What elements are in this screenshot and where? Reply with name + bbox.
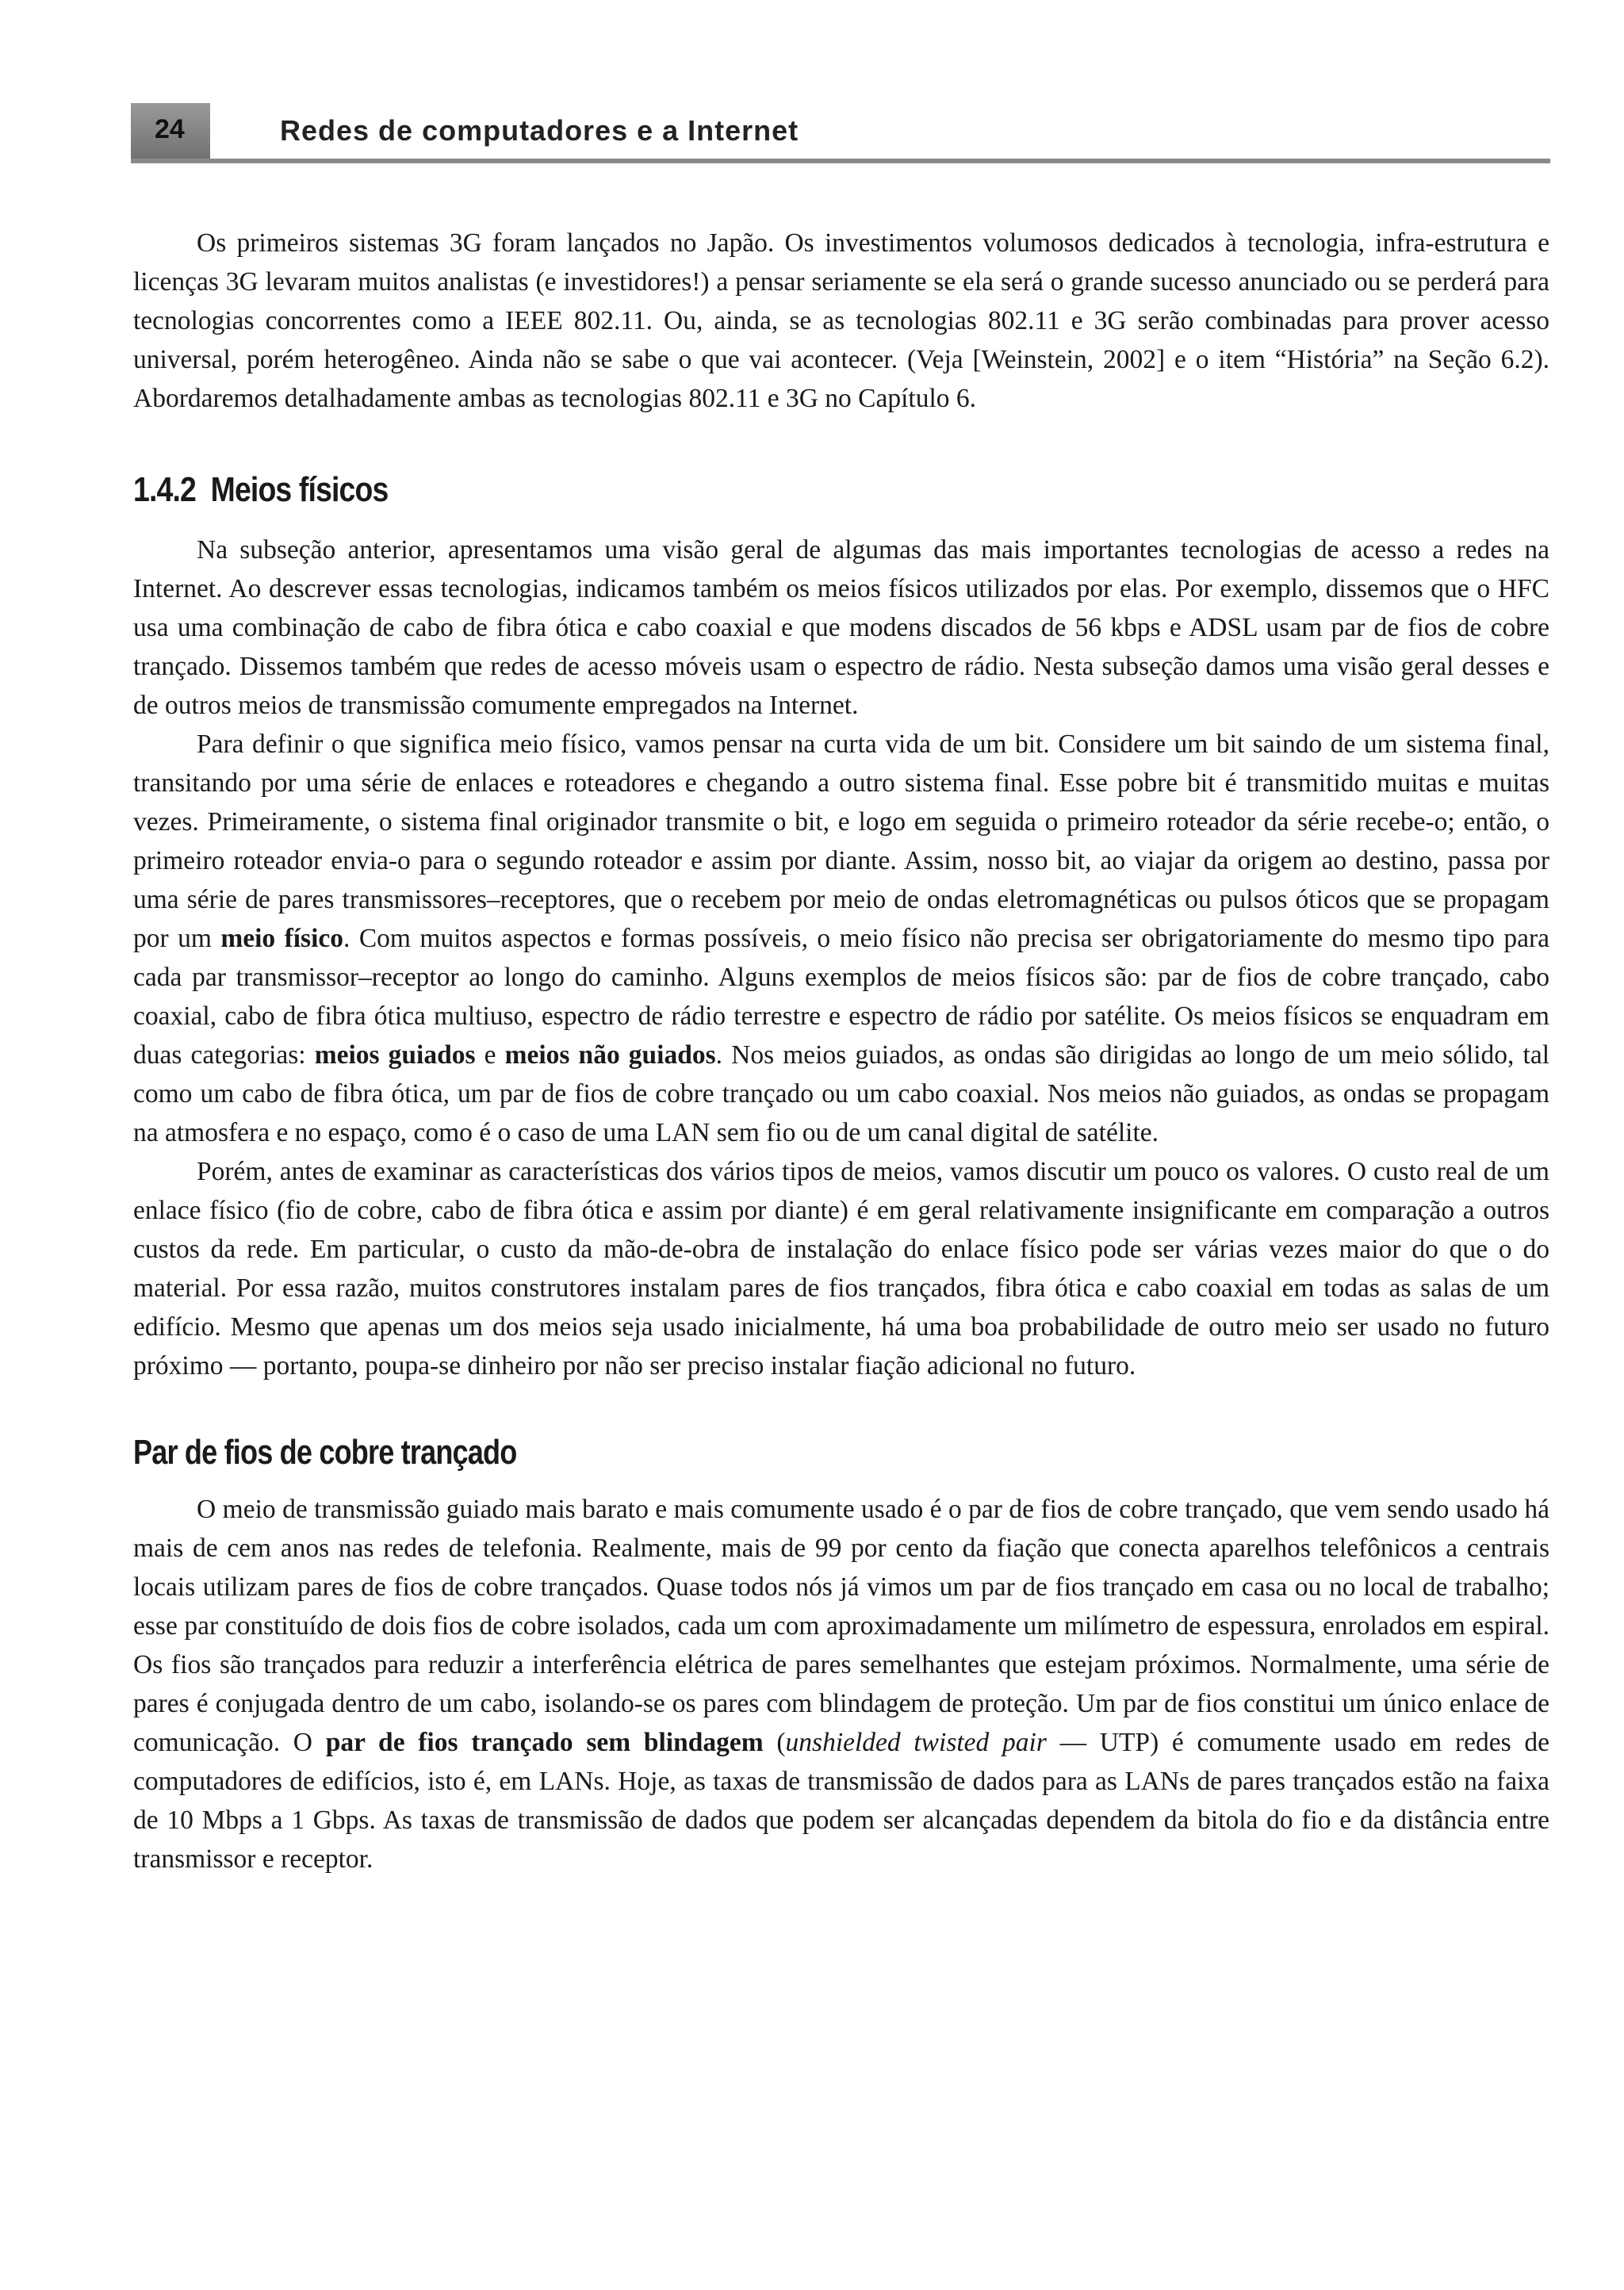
paragraph-1: Na subseção anterior, apresentamos uma visão geral de algumas das mais importantes tecnologias de acesso a redes na Internet. Ao descrever essas tecnologias, indicamos também os meios físicos utilizados por elas. Por exemplo, dissemos que o HFC usa uma combinação de cabo de fibra ótica e cabo coaxial e que modens discados de 56 kbps e ADSL usam par de fios de cobre trançado. Dissemos também que redes de acesso móveis usam o espectro de rádio. Nesta subseção damos uma visão geral desses e de outros meios de transmissão comumente empregados na Internet. (133, 535, 1549, 720)
header-rule (131, 159, 1550, 163)
paragraph-2-text-c: e (475, 1040, 505, 1070)
paragraph-2 (133, 725, 1549, 1152)
paragraph-2-text-b: . Com muitos aspectos e formas possíveis, o meio físico não precisa ser obrigatoriamente do mesmo tipo para cada par transmissor–receptor ao longo do caminho. Alguns exemplos de meios físicos são: par de fios de cobre trançado, cabo coaxial, cabo de fibra ótica multiuso, espectro de rádio terrestre e espectro de rádio por satélite. Os meios físicos se enquadram em duas categorias: (133, 924, 1549, 1070)
subsection-text-b: ( (763, 1728, 786, 1757)
page-number-box (131, 103, 210, 163)
section-heading (133, 470, 1337, 510)
page-number: 24 (155, 114, 185, 144)
section-number: 1.4.2 (133, 470, 196, 509)
subsection-heading: Par de fios de cobre trançado (133, 1433, 517, 1472)
paragraph-2-text-a: Para definir o que significa meio físico, vamos pensar na curta vida de um bit. Considere um bit saindo de um sistema final, transitando por uma série de enlaces e roteadores e chegando a outro sistema final. Esse pobre bit é transmitido muitas e muitas vezes. Primeiramente, o sistema final originador transmite o bit, e logo em seguida o primeiro roteador da série recebe-o; então, o primeiro roteador envia-o para o segundo roteador e assim por diante. Assim, nosso bit, ao viajar da origem ao destino, passa por uma série de pares transmissores–receptores, que o recebem por meio de ondas eletromagnéticas ou pulsos óticos que se propagam por um (133, 730, 1549, 953)
subsection-text-c: — UTP) é comumente usado em redes de computadores de edifícios, isto é, em LANs. Hoje, as taxas de transmissão de dados para as LANs de pares trançados estão na faixa de 10 Mbps a 1 Gbps. As taxas de transmissão de dados que podem ser alcançadas dependem da bitola do fio e da distância entre transmissor e receptor. (133, 1728, 1550, 1874)
subsection-text-a: O meio de transmissão guiado mais barato e mais comumente usado é o par de fios de cobre trançado, que vem sendo usado há mais de cem anos nas redes de telefonia. Realmente, mais de 99 por cento da fiação que conecta aparelhos telefônicos a centrais locais utilizam pares de fios de cobre trançados. Quase todos nós já vimos um par de fios trançado em casa ou no local de trabalho; esse par constituído de dois fios de cobre isolados, cada um com aproximadamente um milímetro de espessura, enrolados em espiral. Os fios são trançados para reduzir a interferência elétrica de pares semelhantes que estejam próximos. Normalmente, uma série de pares é conjugada dentro de um cabo, isolando-se os pares com blindagem de proteção. Um par de fios constitui um único enlace de comunicação. O (133, 1495, 1549, 1757)
term-meio-fisico: meio físico (220, 924, 344, 953)
term-meios-nao-guiados: meios não guiados (504, 1040, 716, 1070)
subsection-paragraph-1 (133, 1490, 1549, 1878)
running-head: Redes de computadores e a Internet (280, 114, 799, 147)
page-header (131, 103, 1550, 163)
term-utp: par de fios trançado sem blindagem (325, 1728, 764, 1757)
paragraph-3: Porém, antes de examinar as características dos vários tipos de meios, vamos discutir um pouco os valores. O custo real de um enlace físico (fio de cobre, cabo de fibra ótica e assim por diante) é em geral relativamente insignificante em comparação a outros custos da rede. Em particular, o custo da mão-de-obra de instalação do enlace físico pode ser várias vezes maior do que o do material. Por essa razão, muitos construtores instalam pares de fios trançados, fibra ótica e cabo coaxial em todas as salas de um edifício. Mesmo que apenas um dos meios seja usado inicialmente, há uma boa probabilidade de outro meio ser usado no futuro próximo — portanto, poupa-se dinheiro por não ser preciso instalar fiação adicional no futuro. (133, 1157, 1549, 1381)
page-content (133, 224, 1549, 1878)
term-meios-guiados: meios guiados (314, 1040, 476, 1070)
term-unshielded-twisted-pair: unshielded twisted pair (785, 1728, 1047, 1757)
intro-paragraph: Os primeiros sistemas 3G foram lançados no Japão. Os investimentos volumosos dedicados à tecnologia, infra-estrutura e licenças 3G levaram muitos analistas (e investidores!) a pensar seriamente se ela será o grande sucesso anunciado ou se perderá para tecnologias concorrentes como a IEEE 802.11. Ou, ainda, se as tecnologias 802.11 e 3G serão combinadas para prover acesso universal, porém heterogêneo. Ainda não se sabe o que vai acontecer. (Veja [Weinstein, 2002] e o item “História” na Seção 6.2). Abordaremos detalhadamente ambas as tecnologias 802.11 e 3G no Capítulo 6. (133, 228, 1549, 413)
paragraph-2-text-d: . Nos meios guiados, as ondas são dirigidas ao longo de um meio sólido, tal como um cabo de fibra ótica, um par de fios de cobre trançado ou um cabo coaxial. Nos meios não guiados, as ondas se propagam na atmosfera e no espaço, como é o caso de uma LAN sem fio ou de um canal digital de satélite. (133, 1040, 1550, 1147)
section-title: Meios físicos (210, 470, 389, 509)
